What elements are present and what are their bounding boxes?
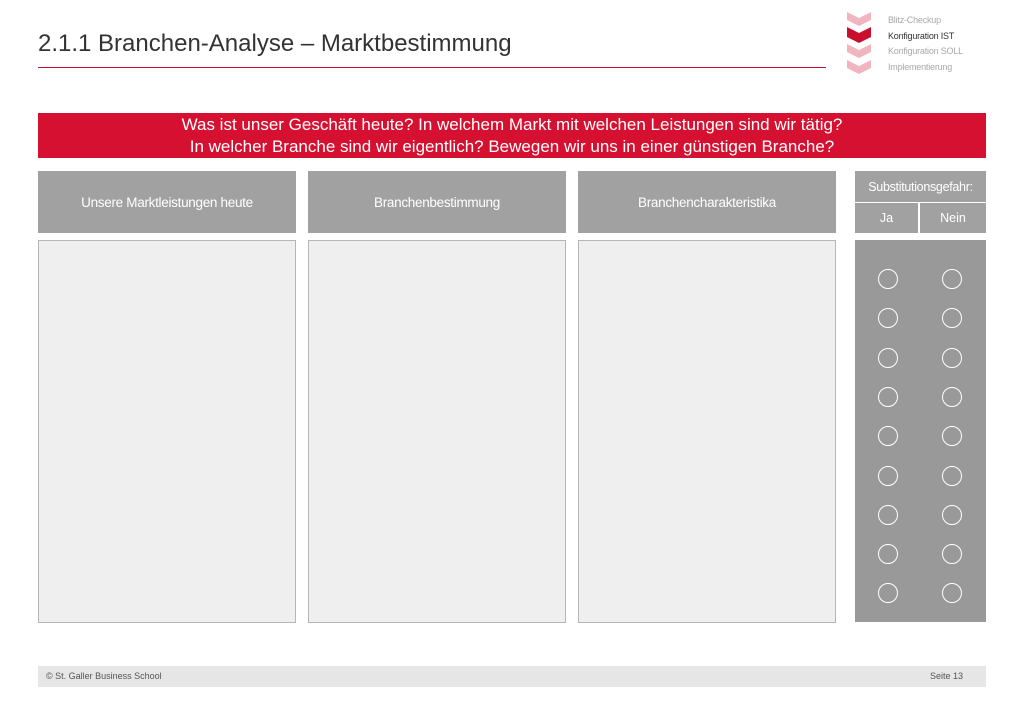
radio-ja[interactable] (878, 426, 898, 446)
radio-ja[interactable] (878, 544, 898, 564)
column-header-branchenbestimmung: Branchenbestimmung (308, 171, 566, 233)
column-header-marktleistungen: Unsere Marktleistungen heute (38, 171, 296, 233)
nav-item-konfiguration-ist[interactable]: Konfiguration IST (888, 30, 955, 41)
footer-copyright: © St. Galler Business School (46, 671, 162, 681)
radio-ja[interactable] (878, 269, 898, 289)
banner-line-2: In welcher Branche sind wir eigentlich? Bewegen wir uns in einer günstigen Branche? (189, 136, 835, 156)
title-divider (38, 67, 826, 68)
radio-ja[interactable] (878, 505, 898, 525)
substitution-radio-panel (855, 240, 986, 622)
footer-page-number: Seite 13 (929, 671, 963, 681)
branchenbestimmung-input-area[interactable] (308, 240, 566, 623)
column-header-branchencharakteristika: Branchencharakteristika (578, 171, 836, 233)
radio-nein[interactable] (942, 544, 962, 564)
section-nav (888, 13, 963, 75)
page-title: 2.1.1 Branchen-Analyse – Marktbestimmung (38, 30, 512, 57)
radio-nein[interactable] (942, 308, 962, 328)
question-banner (38, 113, 986, 158)
radio-nein[interactable] (942, 387, 962, 407)
marktleistungen-input-area[interactable] (38, 240, 296, 623)
radio-ja[interactable] (878, 348, 898, 368)
footer (38, 666, 986, 687)
radio-nein[interactable] (942, 348, 962, 368)
radio-ja[interactable] (878, 466, 898, 486)
nav-item-implementierung[interactable]: Implementierung (888, 61, 953, 72)
nav-item-konfiguration-soll[interactable]: Konfiguration SOLL (888, 46, 963, 56)
radio-nein[interactable] (942, 466, 962, 486)
radio-nein[interactable] (942, 505, 962, 525)
nav-item-blitz-checkup[interactable]: Blitz-Checkup (888, 15, 941, 25)
substitution-option-nein: Nein (920, 203, 986, 233)
banner-line-1: Was ist unser Geschäft heute? In welchem Markt mit welchen Leistungen sind wir tätig? (181, 114, 843, 134)
substitution-header: Substitutionsgefahr: (855, 171, 986, 202)
branchencharakteristika-input-area[interactable] (578, 240, 836, 623)
progress-chevrons-icon (846, 12, 872, 76)
radio-nein[interactable] (942, 426, 962, 446)
radio-ja[interactable] (878, 583, 898, 603)
substitution-option-ja: Ja (855, 203, 918, 233)
radio-nein[interactable] (942, 583, 962, 603)
radio-ja[interactable] (878, 308, 898, 328)
radio-ja[interactable] (878, 387, 898, 407)
radio-nein[interactable] (942, 269, 962, 289)
